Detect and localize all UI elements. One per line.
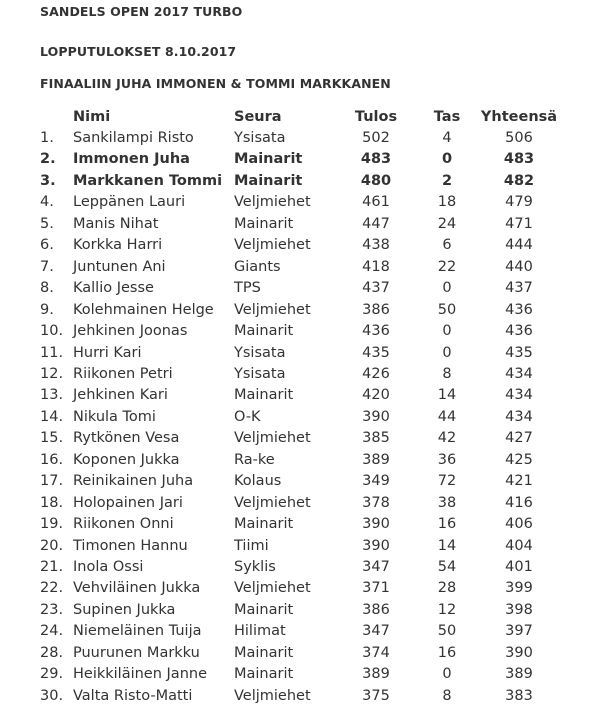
name-cell: Rytkönen Vesa: [73, 430, 180, 447]
rank-cell: 12.: [40, 365, 64, 382]
rank-cell: 17.: [40, 473, 64, 490]
club-cell: Veljmiehet: [234, 494, 311, 511]
name-cell: Riikonen Onni: [73, 516, 174, 533]
score-cell: 371: [362, 580, 390, 597]
results-table-header: [0, 107, 596, 128]
rank-cell: 20.: [40, 537, 64, 554]
handicap-cell: 8: [442, 687, 452, 704]
score-cell: 390: [362, 537, 390, 554]
name-cell: Timonen Hannu: [73, 537, 188, 554]
total-cell: 399: [505, 580, 533, 597]
table-row: [0, 493, 596, 514]
club-cell: Kolaus: [234, 473, 282, 490]
score-cell: 374: [362, 644, 390, 661]
club-cell: Mainarit: [234, 215, 294, 232]
total-cell: 383: [505, 687, 533, 704]
rank-cell: 1.: [40, 130, 54, 146]
rank-cell: 4.: [40, 194, 54, 211]
club-cell: Mainarit: [234, 172, 303, 189]
name-cell: Korkka Harri: [73, 237, 163, 254]
table-row: [0, 407, 596, 428]
total-cell: 389: [505, 666, 533, 683]
table-row: [0, 686, 596, 707]
handicap-cell: 24: [437, 215, 457, 232]
table-row: [0, 257, 596, 278]
rank-cell: 24.: [40, 623, 64, 640]
table-row: [0, 128, 596, 149]
rank-cell: 8.: [40, 280, 54, 297]
rank-cell: 22.: [40, 580, 64, 597]
score-cell: 378: [362, 494, 390, 511]
score-cell: 418: [362, 258, 390, 275]
rank-cell: 11.: [40, 344, 64, 361]
club-cell: Mainarit: [234, 151, 303, 168]
name-cell: Manis Nihat: [73, 215, 159, 232]
score-cell: 390: [362, 516, 390, 533]
name-cell: Puurunen Markku: [73, 644, 200, 661]
club-cell: Ysisata: [234, 365, 286, 382]
rank-cell: 18.: [40, 494, 64, 511]
club-cell: Syklis: [234, 559, 276, 575]
total-cell: 436: [505, 323, 533, 340]
handicap-cell: 42: [437, 430, 457, 447]
total-cell: 434: [505, 365, 533, 382]
rank-cell: 28.: [40, 644, 64, 661]
name-cell: Immonen Juha: [73, 151, 190, 168]
total-cell: 482: [503, 172, 535, 189]
table-row: [0, 192, 596, 213]
name-cell: Jehkinen Kari: [73, 387, 168, 404]
score-cell: 483: [360, 151, 392, 168]
page-title: SANDELS OPEN 2017 TURBO: [40, 4, 243, 19]
table-row: [0, 664, 596, 685]
club-cell: Veljmiehet: [234, 237, 311, 254]
table-row: [0, 450, 596, 471]
club-cell: Veljmiehet: [234, 580, 311, 597]
score-cell: 502: [362, 130, 390, 146]
handicap-cell: 6: [442, 237, 452, 254]
total-cell: 401: [505, 559, 533, 575]
name-cell: Koponen Jukka: [73, 451, 180, 468]
club-cell: Veljmiehet: [234, 301, 311, 318]
column-header-score: Tulos: [354, 109, 398, 125]
table-row: [0, 364, 596, 385]
total-cell: 404: [505, 537, 533, 554]
handicap-cell: 8: [442, 365, 452, 382]
column-header-total: Yhteensä: [480, 109, 558, 125]
club-cell: Giants: [234, 258, 281, 275]
handicap-cell: 16: [437, 644, 457, 661]
club-cell: Mainarit: [234, 387, 294, 404]
rank-cell: 23.: [40, 601, 64, 618]
score-cell: 389: [362, 666, 390, 683]
score-cell: 461: [362, 194, 390, 211]
score-cell: 386: [362, 601, 390, 618]
name-cell: Vehviläinen Jukka: [73, 580, 201, 597]
score-cell: 347: [362, 623, 390, 640]
rank-cell: 14.: [40, 408, 64, 425]
club-cell: Mainarit: [234, 666, 294, 683]
name-cell: Sankilampi Risto: [73, 130, 194, 146]
handicap-cell: 50: [437, 623, 457, 640]
finalists-heading: FINAALIIN JUHA IMMONEN & TOMMI MARKKANEN: [40, 76, 391, 91]
total-cell: 421: [505, 473, 533, 490]
total-cell: 398: [505, 601, 533, 618]
total-cell: 506: [505, 130, 533, 146]
handicap-cell: 44: [437, 408, 457, 425]
score-cell: 385: [362, 430, 390, 447]
rank-cell: 30.: [40, 687, 64, 704]
handicap-cell: 28: [437, 580, 457, 597]
table-row: [0, 149, 596, 170]
table-row: [0, 471, 596, 492]
handicap-cell: 12: [437, 601, 457, 618]
name-cell: Kolehmainen Helge: [73, 301, 214, 318]
handicap-cell: 2: [441, 172, 453, 189]
total-cell: 471: [505, 215, 533, 232]
club-cell: Veljmiehet: [234, 687, 311, 704]
rank-cell: 13.: [40, 387, 64, 404]
club-cell: Ra-ke: [234, 451, 275, 468]
rank-cell: 3.: [40, 172, 56, 189]
club-cell: Mainarit: [234, 516, 294, 533]
table-row: [0, 514, 596, 535]
club-cell: Ysisata: [234, 130, 286, 146]
table-row: [0, 300, 596, 321]
score-cell: 386: [362, 301, 390, 318]
column-header-club: Seura: [234, 109, 282, 125]
handicap-cell: 0: [442, 323, 452, 340]
rank-cell: 6.: [40, 237, 54, 254]
table-row: [0, 321, 596, 342]
handicap-cell: 14: [437, 387, 457, 404]
table-row: [0, 428, 596, 449]
table-row: [0, 643, 596, 664]
page-cutoff: [0, 705, 596, 712]
name-cell: Valta Risto-Matti: [73, 687, 193, 704]
total-cell: 425: [505, 451, 533, 468]
handicap-cell: 36: [437, 451, 457, 468]
score-cell: 447: [362, 215, 390, 232]
table-row: [0, 536, 596, 557]
score-cell: 436: [362, 323, 390, 340]
name-cell: Juntunen Ani: [73, 258, 166, 275]
score-cell: 390: [362, 408, 390, 425]
handicap-cell: 72: [437, 473, 457, 490]
table-row: [0, 343, 596, 364]
rank-cell: 2.: [40, 151, 56, 168]
name-cell: Markkanen Tommi: [73, 172, 223, 189]
rank-cell: 21.: [40, 559, 64, 575]
total-cell: 436: [505, 301, 533, 318]
club-cell: Mainarit: [234, 644, 294, 661]
club-cell: Hilimat: [234, 623, 286, 640]
total-cell: 435: [505, 344, 533, 361]
handicap-cell: 0: [442, 666, 452, 683]
handicap-cell: 16: [437, 516, 457, 533]
name-cell: Inola Ossi: [73, 559, 144, 575]
club-cell: Ysisata: [234, 344, 286, 361]
name-cell: Jehkinen Joonas: [73, 323, 188, 340]
total-cell: 483: [503, 151, 535, 168]
handicap-cell: 54: [437, 559, 457, 575]
handicap-cell: 4: [442, 130, 452, 146]
club-cell: Mainarit: [234, 601, 294, 618]
name-cell: Supinen Jukka: [73, 601, 176, 618]
table-row: [0, 171, 596, 192]
rank-cell: 15.: [40, 430, 64, 447]
club-cell: O-K: [234, 408, 261, 425]
score-cell: 389: [362, 451, 390, 468]
column-header-name: Nimi: [73, 109, 111, 125]
club-cell: Mainarit: [234, 323, 294, 340]
score-cell: 438: [362, 237, 390, 254]
rank-cell: 5.: [40, 215, 54, 232]
score-cell: 437: [362, 280, 390, 297]
name-cell: Reinikainen Juha: [73, 473, 194, 490]
total-cell: 434: [505, 387, 533, 404]
club-cell: Veljmiehet: [234, 194, 311, 211]
table-row: [0, 578, 596, 599]
table-row: [0, 557, 596, 578]
rank-cell: 29.: [40, 666, 64, 683]
table-row: [0, 600, 596, 621]
handicap-cell: 0: [442, 280, 452, 297]
table-row: [0, 214, 596, 235]
handicap-cell: 0: [441, 151, 453, 168]
name-cell: Kallio Jesse: [73, 280, 154, 297]
total-cell: 416: [505, 494, 533, 511]
score-cell: 480: [360, 172, 392, 189]
handicap-cell: 50: [437, 301, 457, 318]
total-cell: 437: [505, 280, 533, 297]
total-cell: 479: [505, 194, 533, 211]
name-cell: Niemeläinen Tuija: [73, 623, 202, 640]
table-row: [0, 278, 596, 299]
name-cell: Nikula Tomi: [73, 408, 156, 425]
total-cell: 390: [505, 644, 533, 661]
name-cell: Hurri Kari: [73, 344, 142, 361]
name-cell: Holopainen Jari: [73, 494, 183, 511]
score-cell: 375: [362, 687, 390, 704]
total-cell: 397: [505, 623, 533, 640]
club-cell: Veljmiehet: [234, 430, 311, 447]
score-cell: 347: [362, 559, 390, 575]
score-cell: 426: [362, 365, 390, 382]
name-cell: Leppänen Lauri: [73, 194, 186, 211]
results-date-heading: LOPPUTULOKSET 8.10.2017: [40, 44, 237, 59]
name-cell: Riikonen Petri: [73, 365, 173, 382]
score-cell: 420: [362, 387, 390, 404]
total-cell: 440: [505, 258, 533, 275]
table-row: [0, 621, 596, 642]
column-header-handicap: Tas: [433, 109, 461, 125]
total-cell: 444: [505, 237, 533, 254]
total-cell: 406: [505, 516, 533, 533]
score-cell: 435: [362, 344, 390, 361]
table-row: [0, 235, 596, 256]
handicap-cell: 0: [442, 344, 452, 361]
rank-cell: 10.: [40, 323, 64, 340]
handicap-cell: 22: [437, 258, 457, 275]
handicap-cell: 14: [437, 537, 457, 554]
score-cell: 349: [362, 473, 390, 490]
total-cell: 427: [505, 430, 533, 447]
rank-cell: 16.: [40, 451, 64, 468]
club-cell: Tiimi: [234, 537, 269, 554]
rank-cell: 9.: [40, 301, 54, 318]
table-row: [0, 385, 596, 406]
rank-cell: 7.: [40, 258, 54, 275]
handicap-cell: 38: [437, 494, 457, 511]
rank-cell: 19.: [40, 516, 64, 533]
name-cell: Heikkiläinen Janne: [73, 666, 207, 683]
club-cell: TPS: [234, 280, 261, 297]
total-cell: 434: [505, 408, 533, 425]
handicap-cell: 18: [437, 194, 457, 211]
